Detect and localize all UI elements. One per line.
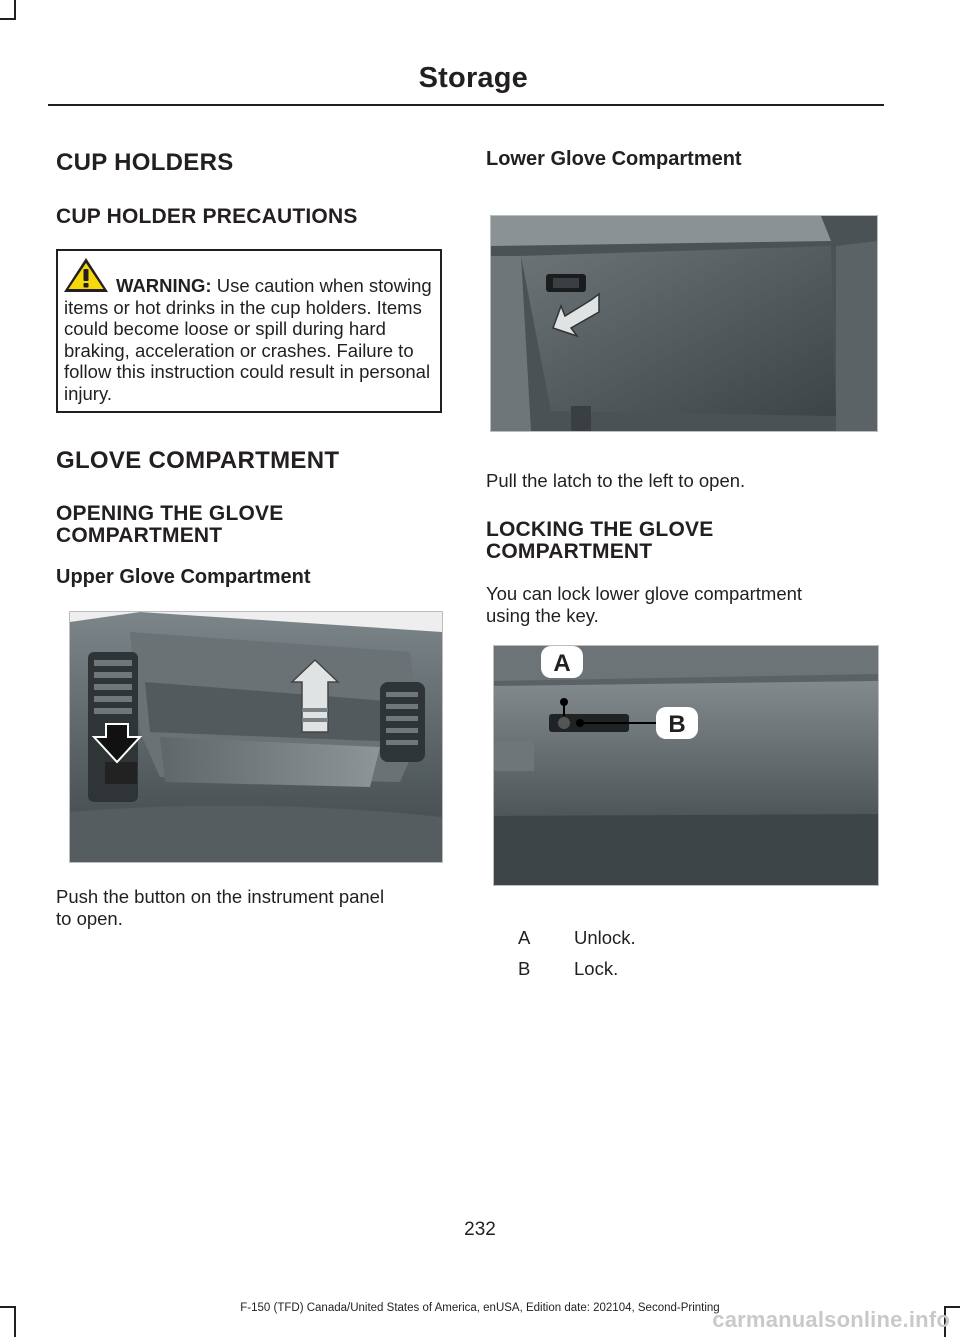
glove-compartment-heading: GLOVE COMPARTMENT <box>56 447 340 474</box>
cup-holder-precautions-heading: CUP HOLDER PRECAUTIONS <box>56 205 358 228</box>
header-divider <box>48 104 884 106</box>
locking-text-line1: You can lock lower glove compartment <box>486 583 803 604</box>
locking-illustration <box>493 645 879 886</box>
callout-a-label: A <box>553 650 571 677</box>
upper-instruction-line2: to open. <box>56 908 123 929</box>
callout-b-label: B <box>668 711 686 738</box>
upper-glove-illustration <box>69 611 443 863</box>
warning-line1: Use caution when <box>216 275 364 296</box>
warning-text <box>64 275 442 405</box>
opening-heading-line1: OPENING THE GLOVE <box>56 502 284 525</box>
page-number: 232 <box>464 1219 496 1240</box>
warning-body: stowing items or hot drinks in the cup holders. Items could become loose or spill during hard braking, acceleration or crashes. Failure to follow this instruction could result in personal injury. <box>64 275 432 404</box>
opening-heading-line2: COMPARTMENT <box>56 524 223 547</box>
callout-a <box>541 644 583 680</box>
upper-instruction-line1: Push the button on the instrument panel <box>56 886 385 907</box>
crop-mark-top-left-h <box>0 18 16 20</box>
upper-glove-heading: Upper Glove Compartment <box>56 566 311 588</box>
lower-glove-heading: Lower Glove Compartment <box>486 148 742 170</box>
watermark: carmanualsonline.info <box>712 1307 950 1332</box>
locking-heading-line2: COMPARTMENT <box>486 540 653 563</box>
locking-heading-line1: LOCKING THE GLOVE <box>486 518 714 541</box>
lower-instruction: Pull the latch to the left to open. <box>486 470 746 491</box>
cup-holders-heading: CUP HOLDERS <box>56 149 234 176</box>
warning-label: WARNING: <box>116 275 212 296</box>
callout-b <box>656 705 698 741</box>
crop-mark-top-left-v <box>14 0 16 20</box>
locking-text-line2: using the key. <box>486 605 599 626</box>
lower-glove-illustration <box>490 215 878 432</box>
legend-key-b: B <box>518 958 531 979</box>
legend-key-a: A <box>518 927 531 948</box>
footer-edition: F-150 (TFD) Canada/United States of America, enUSA, Edition date: 202104, Second-Printing <box>240 1302 720 1314</box>
page-header-title: Storage <box>418 62 528 94</box>
legend-desc-a: Unlock. <box>574 927 636 948</box>
legend-desc-b: Lock. <box>574 958 619 979</box>
